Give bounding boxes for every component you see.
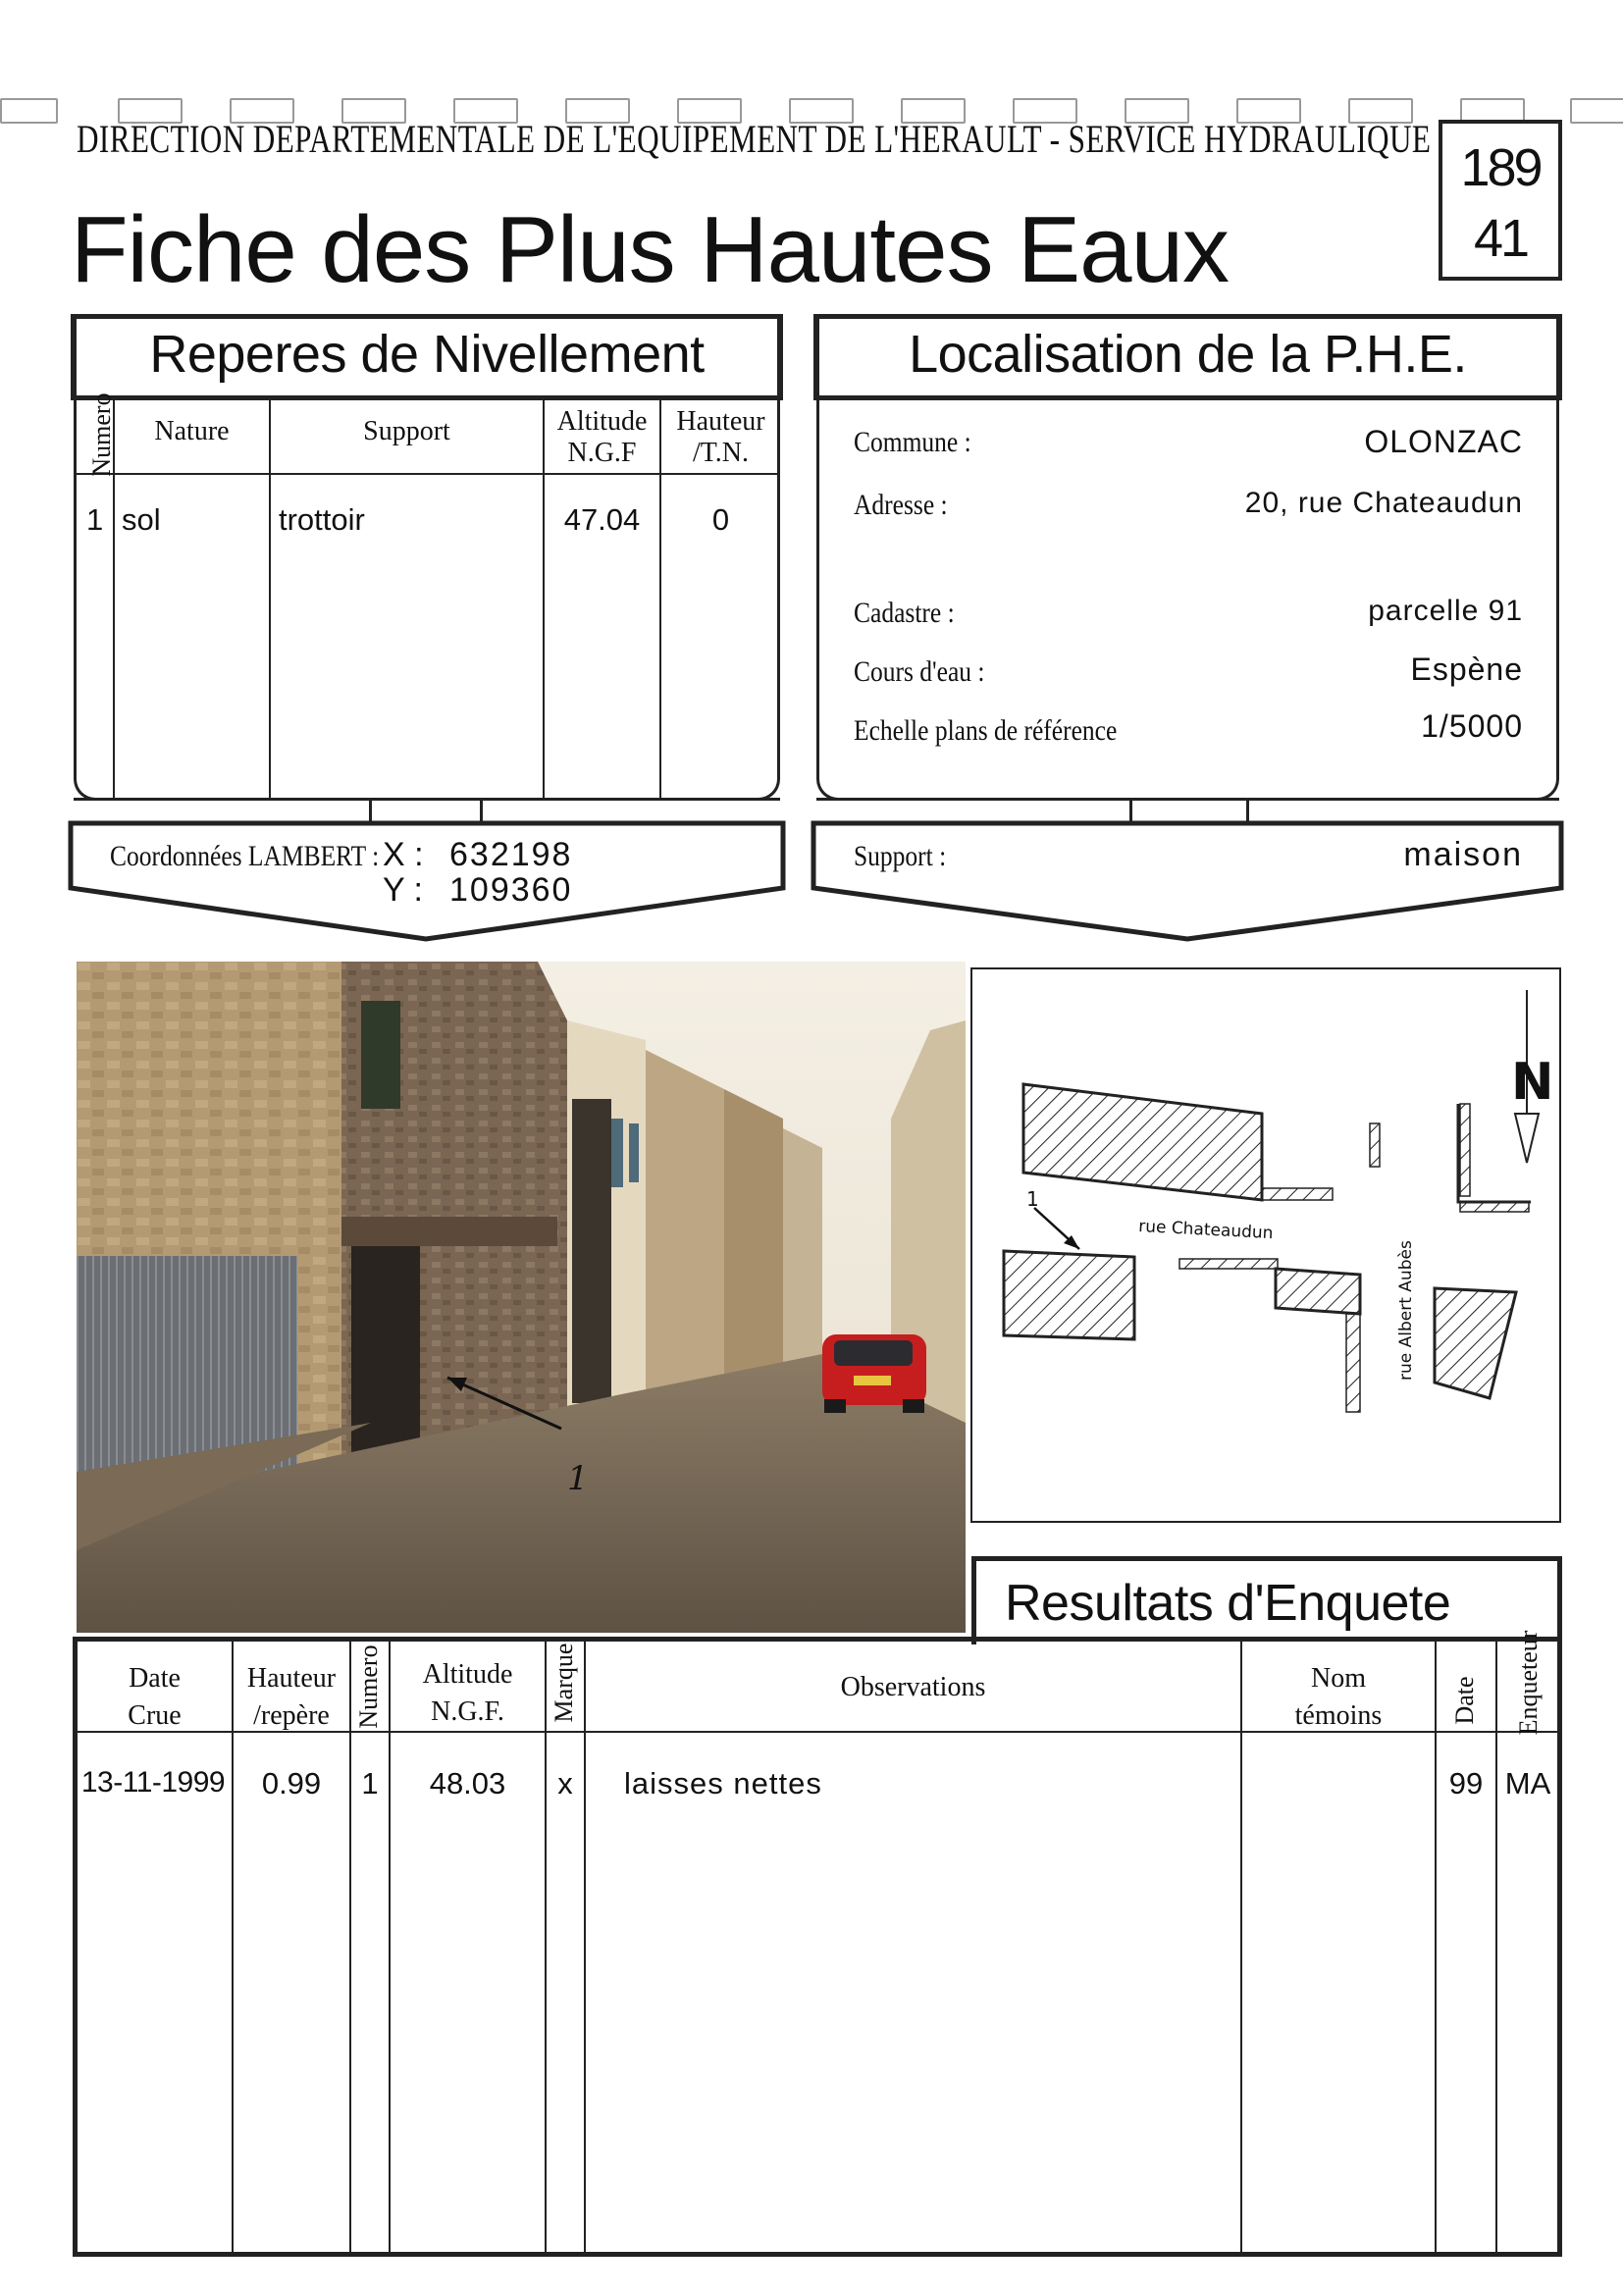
cell-res-altitude: 48.03 — [429, 1766, 506, 1800]
y-label: Y : — [383, 871, 423, 909]
binder-strip — [0, 47, 1623, 77]
cours-eau-value: Espène — [1410, 652, 1523, 687]
reperes-title: Reperes de Nivellement — [149, 325, 705, 384]
north-label: N — [1511, 1053, 1554, 1112]
echelle-label: Echelle plans de référence — [854, 714, 1118, 747]
org-line: DIRECTION DEPARTEMENTALE DE L'EQUIPEMENT DE L'HERAULT - SERVICE HYDRAULIQUE — [77, 117, 1432, 161]
col-observations: Observations — [840, 1672, 986, 1702]
col-hauteur-l2: /T.N. — [692, 438, 750, 469]
adresse-value: 20, rue Chateaudun — [1244, 487, 1523, 519]
col-date-crue-l1: Date — [129, 1663, 181, 1694]
col-nom-temoins-l1: Nom — [1311, 1663, 1366, 1694]
echelle-value: 1/5000 — [1421, 708, 1523, 744]
col-res-altitude — [391, 1656, 545, 1731]
lambert-box — [67, 819, 789, 947]
support-value: maison — [1403, 836, 1523, 873]
cadastre-label: Cadastre : — [854, 597, 955, 629]
support-label: Support : — [854, 840, 947, 872]
col-date-crue-l2: Crue — [128, 1699, 182, 1731]
commune-label: Commune : — [854, 426, 971, 458]
location-map — [969, 966, 1562, 1524]
col-numero: Numero — [87, 392, 116, 477]
cell-date-crue: 13-11-1999 — [80, 1766, 226, 1799]
cell-nature: sol — [122, 502, 161, 537]
cell-support: trottoir — [279, 502, 365, 537]
map-marker: 1 — [1026, 1187, 1039, 1211]
street-albert-aubes: rue Albert Aubès — [1396, 1240, 1416, 1381]
cell-altitude: 47.04 — [563, 502, 641, 537]
adresse-label: Adresse : — [854, 489, 948, 521]
col-nom-temoins — [1242, 1660, 1435, 1735]
photo-marker: 1 — [567, 1459, 589, 1498]
cell-hauteur-repere: 0.99 — [261, 1766, 322, 1800]
col-date-crue — [78, 1660, 232, 1735]
page-title: Fiche des Plus Hautes Eaux — [71, 197, 1229, 302]
cell-hauteur: 0 — [711, 502, 730, 537]
cell-enqueteur: MA — [1504, 1766, 1551, 1800]
reference-box — [1439, 120, 1562, 281]
reference-top: 189 — [1460, 138, 1541, 197]
localisation-title: Localisation de la P.H.E. — [909, 325, 1467, 384]
col-nom-temoins-l2: témoins — [1294, 1699, 1383, 1731]
col-hauteur-l1: Hauteur — [676, 406, 765, 437]
col-support: Support — [363, 416, 450, 446]
col-date: Date — [1450, 1676, 1479, 1725]
cadastre-value: parcelle 91 — [1368, 595, 1523, 627]
col-hauteur — [661, 406, 780, 469]
resultats-title: Resultats d'Enquete — [1005, 1575, 1451, 1632]
col-altitude — [545, 406, 659, 469]
lambert-label: Coordonnées LAMBERT : — [110, 840, 380, 872]
cell-observations: laisses nettes — [624, 1766, 822, 1800]
col-res-altitude-l1: Altitude — [422, 1659, 513, 1690]
cell-numero: 1 — [86, 502, 104, 537]
col-nature: Nature — [154, 416, 230, 446]
col-marque: Marque — [550, 1643, 578, 1723]
cell-res-numero: 1 — [361, 1766, 379, 1800]
reference-bottom: 41 — [1473, 209, 1528, 268]
col-res-numero: Numero — [354, 1644, 383, 1729]
x-value: 632198 — [449, 836, 573, 873]
col-altitude-l1: Altitude — [556, 406, 648, 437]
cours-eau-label: Cours d'eau : — [854, 655, 985, 688]
commune-value: OLONZAC — [1364, 424, 1523, 459]
col-hauteur-repere-l1: Hauteur — [246, 1663, 337, 1694]
cell-date: 99 — [1448, 1766, 1484, 1800]
x-label: X : — [383, 836, 424, 873]
street-chateaudun: rue Chateaudun — [1137, 1217, 1274, 1244]
col-res-altitude-l2: N.G.F. — [431, 1696, 504, 1727]
col-hauteur-repere-l2: /repère — [253, 1699, 330, 1731]
y-value: 109360 — [449, 871, 573, 909]
cell-marque: x — [557, 1766, 573, 1800]
col-hauteur-repere — [234, 1660, 349, 1735]
col-enqueteur: Enqueteur — [1514, 1630, 1543, 1736]
street-photo — [77, 962, 966, 1633]
col-altitude-l2: N.G.F — [567, 438, 637, 469]
